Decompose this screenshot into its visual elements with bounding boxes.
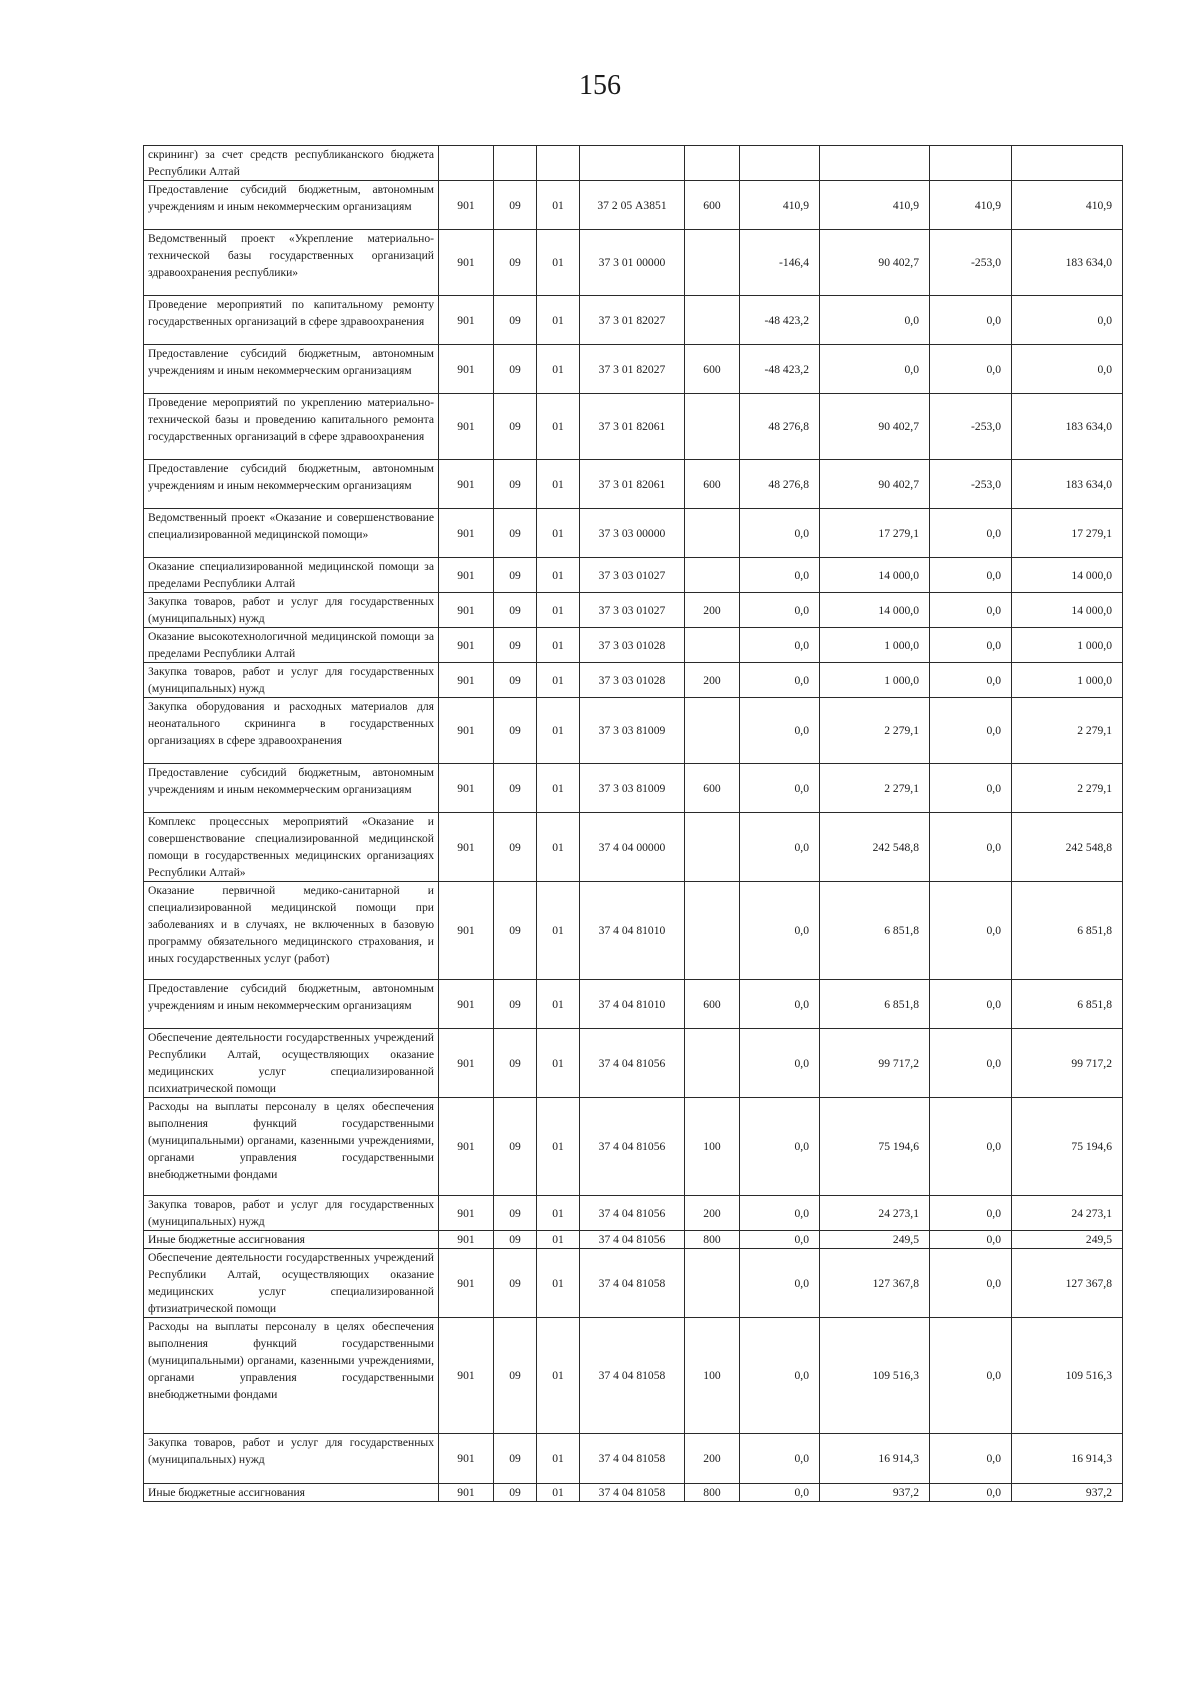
expense-type-cell xyxy=(685,146,740,181)
subsection-code-cell: 01 xyxy=(537,1434,580,1484)
amount-cell xyxy=(1012,146,1123,181)
target-article-cell: 37 4 04 81058 xyxy=(580,1249,685,1318)
amount-cell: 6 851,8 xyxy=(1012,980,1123,1029)
section-code-cell: 09 xyxy=(494,296,537,345)
expense-type-cell: 200 xyxy=(685,1196,740,1231)
amount-cell: 0,0 xyxy=(740,1098,820,1196)
ministry-code-cell: 901 xyxy=(439,296,494,345)
expense-type-cell: 600 xyxy=(685,460,740,509)
subsection-code-cell: 01 xyxy=(537,593,580,628)
amount-cell: 90 402,7 xyxy=(820,230,930,296)
amount-cell: 242 548,8 xyxy=(1012,813,1123,882)
ministry-code-cell: 901 xyxy=(439,980,494,1029)
target-article-cell: 37 3 03 01027 xyxy=(580,593,685,628)
amount-cell: 0,0 xyxy=(930,296,1012,345)
expense-name-cell: Ведомственный проект «Укрепление материально-технической базы государственных организаций здравоохранения республики» xyxy=(144,230,439,296)
section-code-cell: 09 xyxy=(494,628,537,663)
expense-type-cell: 200 xyxy=(685,1434,740,1484)
amount-cell: 48 276,8 xyxy=(740,460,820,509)
amount-cell: 0,0 xyxy=(930,1098,1012,1196)
amount-cell: 0,0 xyxy=(930,764,1012,813)
amount-cell: 0,0 xyxy=(930,509,1012,558)
subsection-code-cell: 01 xyxy=(537,345,580,394)
expense-name-cell: Проведение мероприятий по укреплению материально-технической базы и проведению капитального ремонта государственных организаций в сфере здравоохранения xyxy=(144,394,439,460)
amount-cell: 249,5 xyxy=(820,1231,930,1249)
section-code-cell: 09 xyxy=(494,1318,537,1434)
amount-cell: 0,0 xyxy=(820,296,930,345)
subsection-code-cell: 01 xyxy=(537,628,580,663)
table-row xyxy=(144,663,1123,698)
subsection-code-cell: 01 xyxy=(537,663,580,698)
expense-type-cell xyxy=(685,394,740,460)
amount-cell: 16 914,3 xyxy=(820,1434,930,1484)
ministry-code-cell xyxy=(439,146,494,181)
section-code-cell xyxy=(494,146,537,181)
amount-cell: 937,2 xyxy=(820,1484,930,1502)
budget-table xyxy=(143,145,1123,1502)
amount-cell: 0,0 xyxy=(930,663,1012,698)
amount-cell: 0,0 xyxy=(740,980,820,1029)
ministry-code-cell: 901 xyxy=(439,509,494,558)
amount-cell: 2 279,1 xyxy=(820,764,930,813)
amount-cell: 0,0 xyxy=(740,1196,820,1231)
table-row xyxy=(144,1484,1123,1502)
expense-name-cell: Предоставление субсидий бюджетным, автономным учреждениям и иным некоммерческим организациям xyxy=(144,181,439,230)
amount-cell: 0,0 xyxy=(1012,296,1123,345)
table-row xyxy=(144,1434,1123,1484)
amount-cell: 17 279,1 xyxy=(1012,509,1123,558)
amount-cell: 2 279,1 xyxy=(820,698,930,764)
amount-cell: 410,9 xyxy=(930,181,1012,230)
expense-type-cell xyxy=(685,813,740,882)
amount-cell: 16 914,3 xyxy=(1012,1434,1123,1484)
ministry-code-cell: 901 xyxy=(439,1484,494,1502)
target-article-cell: 37 4 04 00000 xyxy=(580,813,685,882)
expense-type-cell: 600 xyxy=(685,181,740,230)
amount-cell: 127 367,8 xyxy=(820,1249,930,1318)
amount-cell: 0,0 xyxy=(740,1249,820,1318)
target-article-cell: 37 3 03 81009 xyxy=(580,764,685,813)
amount-cell: 0,0 xyxy=(930,980,1012,1029)
table-row xyxy=(144,345,1123,394)
table-row xyxy=(144,813,1123,882)
target-article-cell: 37 3 01 82027 xyxy=(580,345,685,394)
amount-cell: 0,0 xyxy=(740,764,820,813)
amount-cell: 109 516,3 xyxy=(1012,1318,1123,1434)
subsection-code-cell: 01 xyxy=(537,1231,580,1249)
amount-cell: 242 548,8 xyxy=(820,813,930,882)
ministry-code-cell: 901 xyxy=(439,1029,494,1098)
ministry-code-cell: 901 xyxy=(439,1231,494,1249)
table-row xyxy=(144,181,1123,230)
table-row xyxy=(144,394,1123,460)
table-row xyxy=(144,628,1123,663)
ministry-code-cell: 901 xyxy=(439,628,494,663)
target-article-cell: 37 2 05 А3851 xyxy=(580,181,685,230)
expense-name-cell: Комплекс процессных мероприятий «Оказание и совершенствование специализированной медицинской помощи в государственных медицинских организациях Республики Алтай» xyxy=(144,813,439,882)
expense-name-cell: Закупка оборудования и расходных материалов для неонатального скрининга в государственных организациях в сфере здравоохранения xyxy=(144,698,439,764)
amount-cell: -253,0 xyxy=(930,394,1012,460)
ministry-code-cell: 901 xyxy=(439,558,494,593)
subsection-code-cell: 01 xyxy=(537,980,580,1029)
subsection-code-cell: 01 xyxy=(537,181,580,230)
section-code-cell: 09 xyxy=(494,230,537,296)
section-code-cell: 09 xyxy=(494,1231,537,1249)
subsection-code-cell: 01 xyxy=(537,296,580,345)
amount-cell: 0,0 xyxy=(930,1029,1012,1098)
amount-cell: 75 194,6 xyxy=(820,1098,930,1196)
target-article-cell: 37 4 04 81010 xyxy=(580,882,685,980)
table-row xyxy=(144,1231,1123,1249)
section-code-cell: 09 xyxy=(494,1098,537,1196)
amount-cell: -253,0 xyxy=(930,230,1012,296)
ministry-code-cell: 901 xyxy=(439,813,494,882)
subsection-code-cell xyxy=(537,146,580,181)
expense-name-cell: Предоставление субсидий бюджетным, автономным учреждениям и иным некоммерческим организациям xyxy=(144,460,439,509)
amount-cell: 249,5 xyxy=(1012,1231,1123,1249)
subsection-code-cell: 01 xyxy=(537,460,580,509)
amount-cell: 14 000,0 xyxy=(1012,558,1123,593)
expense-type-cell xyxy=(685,698,740,764)
ministry-code-cell: 901 xyxy=(439,1098,494,1196)
ministry-code-cell: 901 xyxy=(439,1249,494,1318)
target-article-cell: 37 3 03 01027 xyxy=(580,558,685,593)
section-code-cell: 09 xyxy=(494,1434,537,1484)
table-row xyxy=(144,509,1123,558)
amount-cell: 0,0 xyxy=(740,1318,820,1434)
amount-cell: 1 000,0 xyxy=(1012,663,1123,698)
amount-cell xyxy=(930,146,1012,181)
ministry-code-cell: 901 xyxy=(439,698,494,764)
table-row xyxy=(144,146,1123,181)
expense-type-cell xyxy=(685,1029,740,1098)
expense-name-cell: Закупка товаров, работ и услуг для государственных (муниципальных) нужд xyxy=(144,593,439,628)
amount-cell: 14 000,0 xyxy=(820,593,930,628)
table-row xyxy=(144,593,1123,628)
subsection-code-cell: 01 xyxy=(537,509,580,558)
subsection-code-cell: 01 xyxy=(537,1484,580,1502)
section-code-cell: 09 xyxy=(494,394,537,460)
amount-cell: 0,0 xyxy=(930,1249,1012,1318)
amount-cell: 0,0 xyxy=(930,1484,1012,1502)
section-code-cell: 09 xyxy=(494,980,537,1029)
target-article-cell: 37 3 01 82061 xyxy=(580,394,685,460)
ministry-code-cell: 901 xyxy=(439,1196,494,1231)
amount-cell: 6 851,8 xyxy=(1012,882,1123,980)
expense-name-cell: Оказание высокотехнологичной медицинской помощи за пределами Республики Алтай xyxy=(144,628,439,663)
expense-name-cell: Иные бюджетные ассигнования xyxy=(144,1231,439,1249)
amount-cell: 1 000,0 xyxy=(1012,628,1123,663)
expense-type-cell: 600 xyxy=(685,345,740,394)
amount-cell: 183 634,0 xyxy=(1012,230,1123,296)
expense-type-cell xyxy=(685,296,740,345)
amount-cell: 99 717,2 xyxy=(1012,1029,1123,1098)
subsection-code-cell: 01 xyxy=(537,394,580,460)
ministry-code-cell: 901 xyxy=(439,1318,494,1434)
amount-cell: 2 279,1 xyxy=(1012,764,1123,813)
section-code-cell: 09 xyxy=(494,764,537,813)
amount-cell: 0,0 xyxy=(930,345,1012,394)
amount-cell: 0,0 xyxy=(740,1029,820,1098)
expense-type-cell xyxy=(685,230,740,296)
amount-cell xyxy=(820,146,930,181)
amount-cell: 0,0 xyxy=(930,1196,1012,1231)
expense-name-cell: Закупка товаров, работ и услуг для государственных (муниципальных) нужд xyxy=(144,663,439,698)
target-article-cell: 37 4 04 81010 xyxy=(580,980,685,1029)
expense-type-cell: 200 xyxy=(685,663,740,698)
amount-cell: 937,2 xyxy=(1012,1484,1123,1502)
section-code-cell: 09 xyxy=(494,663,537,698)
amount-cell: 0,0 xyxy=(930,1231,1012,1249)
target-article-cell: 37 3 01 82061 xyxy=(580,460,685,509)
ministry-code-cell: 901 xyxy=(439,593,494,628)
target-article-cell: 37 4 04 81058 xyxy=(580,1484,685,1502)
expense-name-cell: Предоставление субсидий бюджетным, автономным учреждениям и иным некоммерческим организациям xyxy=(144,345,439,394)
amount-cell: 1 000,0 xyxy=(820,663,930,698)
table-row xyxy=(144,1196,1123,1231)
amount-cell: 0,0 xyxy=(740,509,820,558)
target-article-cell: 37 4 04 81056 xyxy=(580,1029,685,1098)
target-article-cell: 37 4 04 81056 xyxy=(580,1098,685,1196)
amount-cell: 183 634,0 xyxy=(1012,394,1123,460)
target-article-cell: 37 3 03 00000 xyxy=(580,509,685,558)
section-code-cell: 09 xyxy=(494,593,537,628)
expense-name-cell: Оказание первичной медико-санитарной и специализированной медицинской помощи при заболеваниях и в случаях, не включенных в базовую программу обязательного медицинского страхования, и иных государственных услуг (работ) xyxy=(144,882,439,980)
table-body xyxy=(144,146,1123,1502)
amount-cell: -48 423,2 xyxy=(740,345,820,394)
target-article-cell: 37 3 01 82027 xyxy=(580,296,685,345)
subsection-code-cell: 01 xyxy=(537,1318,580,1434)
ministry-code-cell: 901 xyxy=(439,764,494,813)
amount-cell: -253,0 xyxy=(930,460,1012,509)
amount-cell: 0,0 xyxy=(930,558,1012,593)
amount-cell: 1 000,0 xyxy=(820,628,930,663)
table-row xyxy=(144,1249,1123,1318)
amount-cell: 14 000,0 xyxy=(1012,593,1123,628)
target-article-cell: 37 3 03 01028 xyxy=(580,628,685,663)
expense-type-cell: 600 xyxy=(685,980,740,1029)
section-code-cell: 09 xyxy=(494,882,537,980)
table-row xyxy=(144,230,1123,296)
target-article-cell: 37 4 04 81056 xyxy=(580,1231,685,1249)
amount-cell: 0,0 xyxy=(930,1434,1012,1484)
amount-cell: 0,0 xyxy=(740,593,820,628)
subsection-code-cell: 01 xyxy=(537,230,580,296)
amount-cell: 6 851,8 xyxy=(820,882,930,980)
target-article-cell: 37 3 03 81009 xyxy=(580,698,685,764)
amount-cell: 48 276,8 xyxy=(740,394,820,460)
expense-name-cell: Иные бюджетные ассигнования xyxy=(144,1484,439,1502)
section-code-cell: 09 xyxy=(494,813,537,882)
amount-cell: 0,0 xyxy=(930,882,1012,980)
amount-cell: 410,9 xyxy=(820,181,930,230)
amount-cell: 99 717,2 xyxy=(820,1029,930,1098)
amount-cell: 0,0 xyxy=(820,345,930,394)
section-code-cell: 09 xyxy=(494,698,537,764)
expense-type-cell xyxy=(685,509,740,558)
expense-type-cell xyxy=(685,1249,740,1318)
ministry-code-cell: 901 xyxy=(439,882,494,980)
expense-type-cell: 100 xyxy=(685,1098,740,1196)
subsection-code-cell: 01 xyxy=(537,764,580,813)
amount-cell: 0,0 xyxy=(930,593,1012,628)
table-row xyxy=(144,764,1123,813)
section-code-cell: 09 xyxy=(494,345,537,394)
ministry-code-cell: 901 xyxy=(439,394,494,460)
section-code-cell: 09 xyxy=(494,558,537,593)
amount-cell: 0,0 xyxy=(1012,345,1123,394)
amount-cell: 0,0 xyxy=(740,1484,820,1502)
target-article-cell: 37 4 04 81056 xyxy=(580,1196,685,1231)
page-number: 156 xyxy=(579,70,621,101)
amount-cell: 24 273,1 xyxy=(820,1196,930,1231)
table-row xyxy=(144,980,1123,1029)
target-article-cell xyxy=(580,146,685,181)
expense-name-cell: скрининг) за счет средств республиканского бюджета Республики Алтай xyxy=(144,146,439,181)
ministry-code-cell: 901 xyxy=(439,181,494,230)
expense-name-cell: Предоставление субсидий бюджетным, автономным учреждениям и иным некоммерческим организациям xyxy=(144,764,439,813)
expense-name-cell: Расходы на выплаты персоналу в целях обеспечения выполнения функций государственными (муниципальными) органами, казенными учреждениями, органами управления государственными внебюджетными фондами xyxy=(144,1318,439,1434)
subsection-code-cell: 01 xyxy=(537,813,580,882)
amount-cell: 0,0 xyxy=(740,628,820,663)
amount-cell: 0,0 xyxy=(740,813,820,882)
expense-name-cell: Ведомственный проект «Оказание и совершенствование специализированной медицинской помощи» xyxy=(144,509,439,558)
amount-cell: 90 402,7 xyxy=(820,394,930,460)
amount-cell: 90 402,7 xyxy=(820,460,930,509)
expense-type-cell xyxy=(685,558,740,593)
expense-type-cell: 800 xyxy=(685,1484,740,1502)
amount-cell: 0,0 xyxy=(740,698,820,764)
table-row xyxy=(144,460,1123,509)
section-code-cell: 09 xyxy=(494,460,537,509)
amount-cell: 6 851,8 xyxy=(820,980,930,1029)
amount-cell: 0,0 xyxy=(740,663,820,698)
amount-cell: 183 634,0 xyxy=(1012,460,1123,509)
subsection-code-cell: 01 xyxy=(537,1098,580,1196)
ministry-code-cell: 901 xyxy=(439,663,494,698)
amount-cell: 0,0 xyxy=(740,882,820,980)
expense-name-cell: Проведение мероприятий по капитальному ремонту государственных организаций в сфере здравоохранения xyxy=(144,296,439,345)
section-code-cell: 09 xyxy=(494,181,537,230)
ministry-code-cell: 901 xyxy=(439,460,494,509)
target-article-cell: 37 4 04 81058 xyxy=(580,1318,685,1434)
section-code-cell: 09 xyxy=(494,1196,537,1231)
expense-name-cell: Расходы на выплаты персоналу в целях обеспечения выполнения функций государственными (муниципальными) органами, казенными учреждениями, органами управления государственными внебюджетными фондами xyxy=(144,1098,439,1196)
amount-cell: 24 273,1 xyxy=(1012,1196,1123,1231)
section-code-cell: 09 xyxy=(494,509,537,558)
amount-cell: 0,0 xyxy=(740,1231,820,1249)
expense-type-cell: 200 xyxy=(685,593,740,628)
expense-name-cell: Оказание специализированной медицинской помощи за пределами Республики Алтай xyxy=(144,558,439,593)
subsection-code-cell: 01 xyxy=(537,1029,580,1098)
amount-cell: -146,4 xyxy=(740,230,820,296)
subsection-code-cell: 01 xyxy=(537,1249,580,1318)
amount-cell: 410,9 xyxy=(740,181,820,230)
amount-cell: 0,0 xyxy=(930,813,1012,882)
expense-name-cell: Предоставление субсидий бюджетным, автономным учреждениям и иным некоммерческим организациям xyxy=(144,980,439,1029)
table-row xyxy=(144,882,1123,980)
subsection-code-cell: 01 xyxy=(537,882,580,980)
subsection-code-cell: 01 xyxy=(537,698,580,764)
amount-cell: 109 516,3 xyxy=(820,1318,930,1434)
amount-cell: 410,9 xyxy=(1012,181,1123,230)
ministry-code-cell: 901 xyxy=(439,1434,494,1484)
table-row xyxy=(144,1098,1123,1196)
amount-cell: 0,0 xyxy=(740,558,820,593)
amount-cell: 0,0 xyxy=(740,1434,820,1484)
expense-type-cell xyxy=(685,882,740,980)
section-code-cell: 09 xyxy=(494,1484,537,1502)
amount-cell: 14 000,0 xyxy=(820,558,930,593)
table-row xyxy=(144,296,1123,345)
amount-cell: 17 279,1 xyxy=(820,509,930,558)
section-code-cell: 09 xyxy=(494,1029,537,1098)
amount-cell: 75 194,6 xyxy=(1012,1098,1123,1196)
target-article-cell: 37 4 04 81058 xyxy=(580,1434,685,1484)
expense-name-cell: Обеспечение деятельности государственных учреждений Республики Алтай, осуществляющих оказание медицинских услуг специализированной психиатрической помощи xyxy=(144,1029,439,1098)
table-row xyxy=(144,1029,1123,1098)
table-row xyxy=(144,1318,1123,1434)
expense-name-cell: Закупка товаров, работ и услуг для государственных (муниципальных) нужд xyxy=(144,1434,439,1484)
ministry-code-cell: 901 xyxy=(439,230,494,296)
expense-type-cell: 800 xyxy=(685,1231,740,1249)
subsection-code-cell: 01 xyxy=(537,1196,580,1231)
target-article-cell: 37 3 01 00000 xyxy=(580,230,685,296)
amount-cell: 0,0 xyxy=(930,698,1012,764)
amount-cell: 2 279,1 xyxy=(1012,698,1123,764)
subsection-code-cell: 01 xyxy=(537,558,580,593)
section-code-cell: 09 xyxy=(494,1249,537,1318)
expense-type-cell xyxy=(685,628,740,663)
target-article-cell: 37 3 03 01028 xyxy=(580,663,685,698)
expense-type-cell: 100 xyxy=(685,1318,740,1434)
table-row xyxy=(144,698,1123,764)
amount-cell: -48 423,2 xyxy=(740,296,820,345)
amount-cell: 0,0 xyxy=(930,1318,1012,1434)
expense-name-cell: Обеспечение деятельности государственных учреждений Республики Алтай, осуществляющих оказание медицинских услуг специализированной фтизиатрической помощи xyxy=(144,1249,439,1318)
expense-type-cell: 600 xyxy=(685,764,740,813)
amount-cell: 127 367,8 xyxy=(1012,1249,1123,1318)
ministry-code-cell: 901 xyxy=(439,345,494,394)
amount-cell: 0,0 xyxy=(930,628,1012,663)
expense-name-cell: Закупка товаров, работ и услуг для государственных (муниципальных) нужд xyxy=(144,1196,439,1231)
table-row xyxy=(144,558,1123,593)
amount-cell xyxy=(740,146,820,181)
